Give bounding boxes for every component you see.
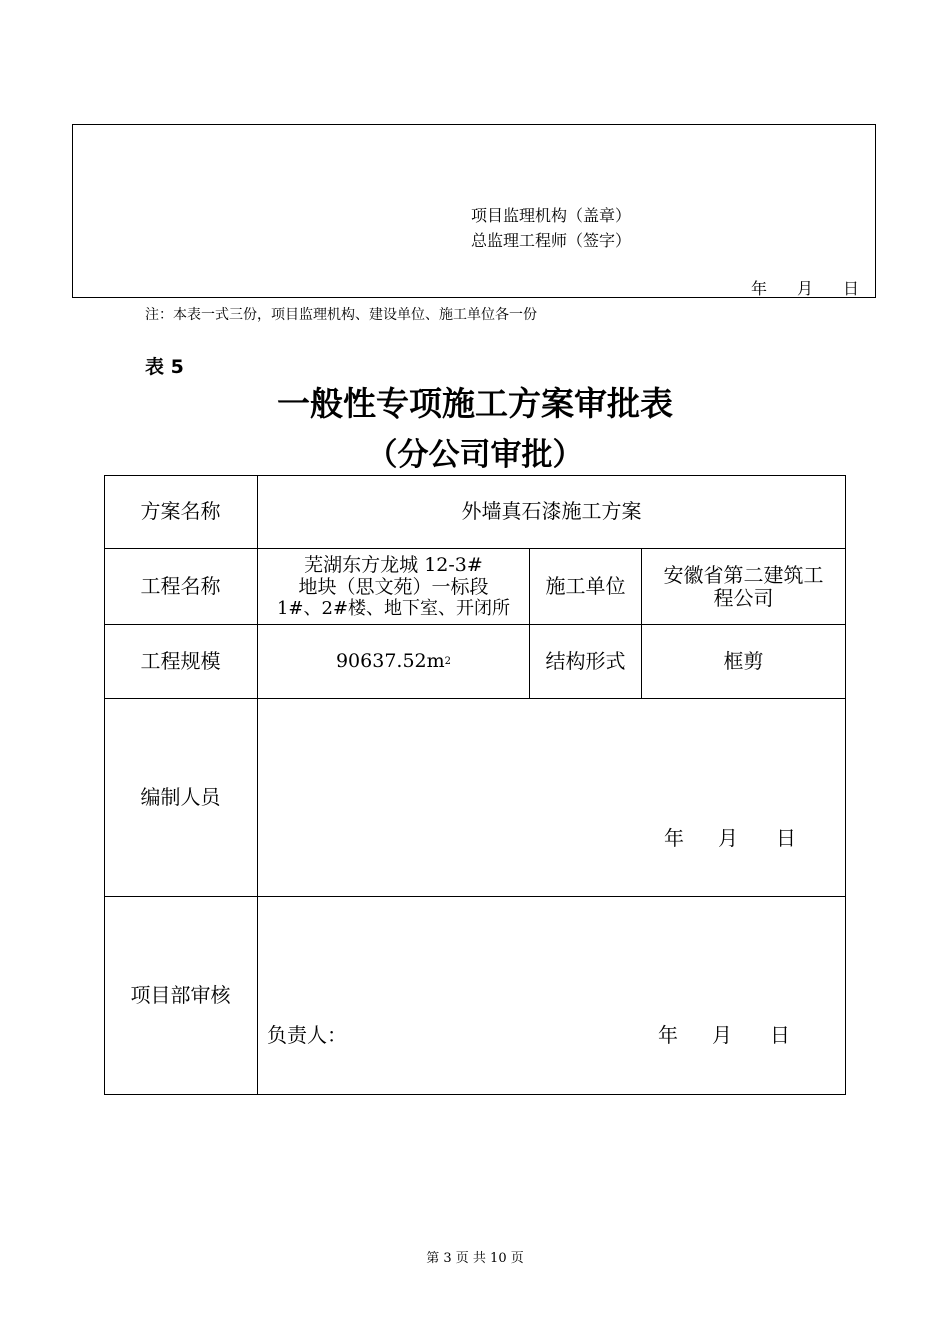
contractor-line: 安徽省第二建筑工 — [663, 562, 824, 587]
compiler-date — [664, 822, 796, 851]
date-month: 月 — [718, 826, 738, 850]
date-year: 年 — [664, 826, 684, 850]
date-day: 日 — [770, 1023, 790, 1047]
supervision-signature-box — [72, 124, 876, 298]
seal-line: 项目监理机构（盖章） — [471, 206, 632, 225]
sign-line: 总监理工程师（签字） — [471, 231, 632, 250]
date-day: 日 — [776, 826, 796, 850]
contractor-value — [642, 549, 845, 624]
date-month: 月 — [796, 279, 813, 298]
scale-number: 90637.52m — [335, 650, 445, 672]
responsible-label: 负责人： — [267, 1023, 347, 1047]
review-label: 项目部审核 — [130, 983, 231, 1007]
project-name-label: 工程名称 — [140, 574, 221, 598]
form-subtitle: （分公司审批） — [366, 437, 584, 473]
compiler-label: 编制人员 — [140, 785, 221, 809]
date-year: 年 — [658, 1023, 678, 1047]
scale-label: 工程规模 — [140, 649, 221, 673]
project-name-line: 芜湖东方龙城 12-3# — [304, 553, 483, 576]
form-title: 一般性专项施工方案审批表 — [277, 384, 673, 423]
review-date — [658, 1019, 790, 1048]
project-name-line: 1#、2#楼、地下室、开闭所 — [276, 597, 511, 619]
project-name-line: 地块（思文苑）一标段 — [298, 575, 489, 598]
page-footer: 第 3 页 共 10 页 — [426, 1251, 524, 1266]
plan-name-label: 方案名称 — [140, 499, 221, 523]
copies-note: 注：本表一式三份，项目监理机构、建设单位、施工单位各一份 — [145, 307, 537, 323]
approval-table — [104, 475, 846, 1095]
signature-date — [751, 276, 859, 299]
table-number: 表 5 — [145, 356, 184, 378]
project-name-value — [258, 549, 529, 624]
scale-unit-sup: 2 — [444, 656, 452, 667]
scale-value — [258, 625, 529, 698]
structure-label: 结构形式 — [545, 649, 626, 673]
structure-value: 框剪 — [723, 649, 764, 673]
contractor-line: 程公司 — [713, 585, 774, 610]
date-year: 年 — [750, 279, 767, 298]
contractor-label: 施工单位 — [545, 574, 626, 598]
date-day: 日 — [842, 279, 859, 298]
date-month: 月 — [712, 1023, 732, 1047]
plan-name-value: 外墙真石漆施工方案 — [461, 499, 642, 523]
